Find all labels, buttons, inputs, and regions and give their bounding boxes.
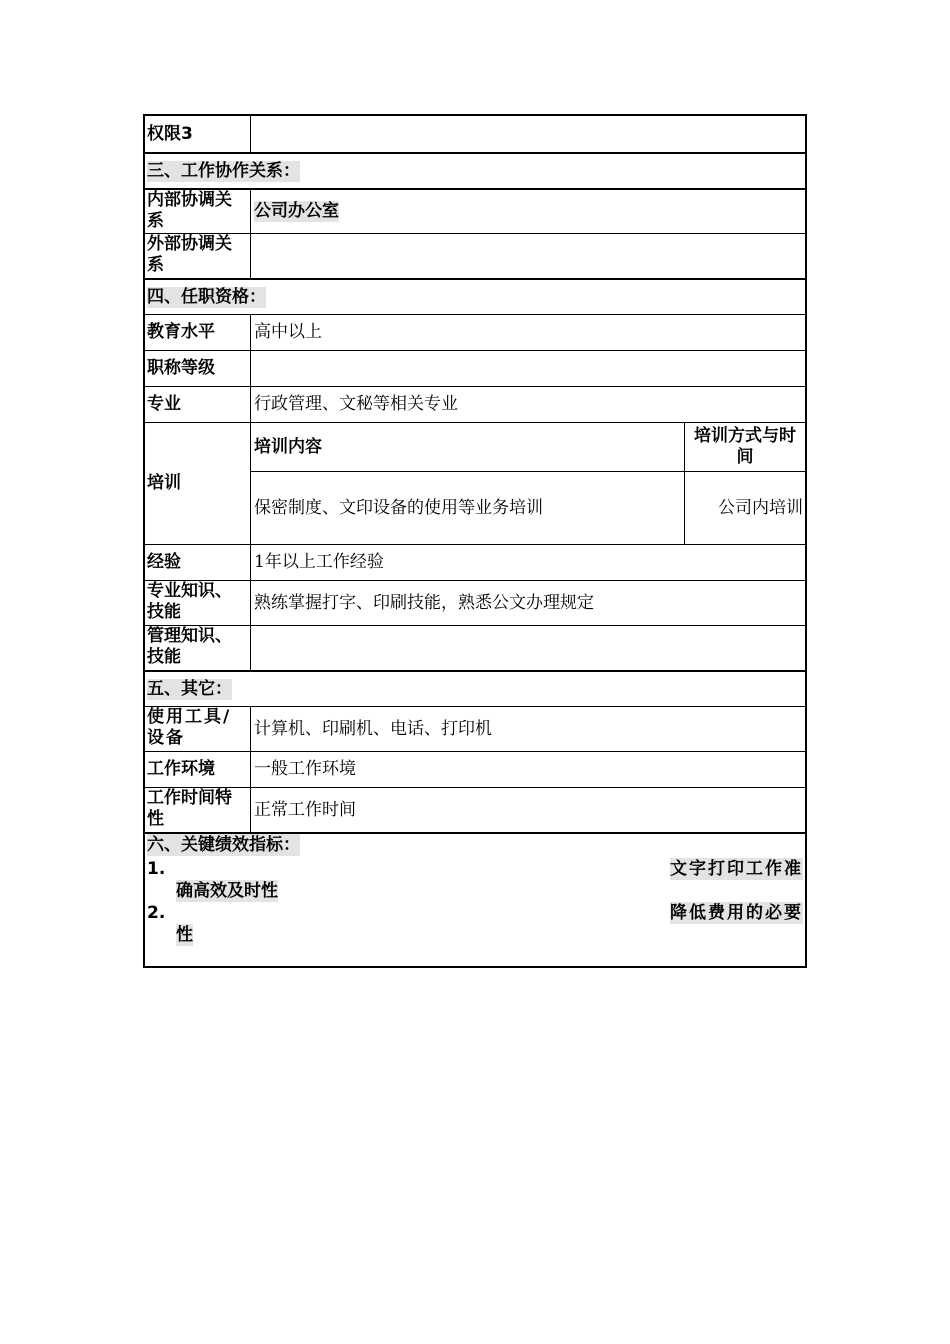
training-row xyxy=(145,422,805,544)
management-skills-row xyxy=(145,625,805,670)
professional-skills-value: 熟练掌握打字、印刷技能，熟悉公文办理规定 xyxy=(254,592,594,613)
experience-value: 1年以上工作经验 xyxy=(254,552,384,572)
environment-label: 工作环境 xyxy=(145,752,251,787)
education-value: 高中以上 xyxy=(254,322,322,342)
tools-label: 使用工具/设备 xyxy=(145,707,251,751)
authority-value xyxy=(251,116,805,152)
tools-value: 计算机、印刷机、电话、打印机 xyxy=(254,718,492,739)
education-row xyxy=(145,314,805,350)
training-header xyxy=(251,423,805,471)
environment-value: 一般工作环境 xyxy=(254,759,356,779)
external-coordination-row xyxy=(145,233,805,278)
section-5-header xyxy=(145,670,805,706)
management-skills-label: 管理知识、技能 xyxy=(145,626,251,670)
training-content-header: 培训内容 xyxy=(251,423,685,471)
kpi-1-number: 1. xyxy=(147,859,166,879)
experience-row xyxy=(145,544,805,580)
kpi-1-continuation: 确高效及时性 xyxy=(176,881,278,901)
training-body xyxy=(251,471,805,544)
internal-coordination-label: 内部协调关系 xyxy=(145,190,251,233)
kpi-2-continuation: 性 xyxy=(176,925,193,945)
work-time-row xyxy=(145,787,805,832)
major-value: 行政管理、文秘等相关专业 xyxy=(254,394,458,414)
training-content: 保密制度、文印设备的使用等业务培训 xyxy=(251,472,685,544)
training-label: 培训 xyxy=(145,423,251,544)
internal-coordination-value: 公司办公室 xyxy=(254,201,339,221)
environment-row xyxy=(145,751,805,787)
section-4-header xyxy=(145,278,805,314)
tools-row xyxy=(145,706,805,751)
training-method: 公司内培训 xyxy=(718,497,803,518)
kpi-2-text: 降低费用的必要 xyxy=(670,903,803,923)
work-time-label: 工作时间特性 xyxy=(145,788,251,832)
internal-coordination-row xyxy=(145,188,805,233)
title-level-row xyxy=(145,350,805,386)
section-3-header xyxy=(145,152,805,188)
major-row xyxy=(145,386,805,422)
work-time-value: 正常工作时间 xyxy=(254,799,356,820)
training-method-header: 培训方式与时间 xyxy=(694,426,796,467)
major-label: 专业 xyxy=(145,387,251,422)
section-4-title: 四、任职资格： xyxy=(147,286,266,307)
section-3-title: 三、工作协作关系： xyxy=(147,160,300,181)
authority-label: 权限3 xyxy=(145,116,251,152)
title-level-value xyxy=(251,351,805,386)
external-coordination-label: 外部协调关系 xyxy=(145,234,251,278)
title-level-label: 职称等级 xyxy=(145,351,251,386)
education-label: 教育水平 xyxy=(145,315,251,350)
section-6-title: 六、关键绩效指标： xyxy=(147,835,300,855)
kpi-section xyxy=(145,832,805,966)
experience-label: 经验 xyxy=(145,545,251,580)
professional-skills-row xyxy=(145,580,805,625)
kpi-2-number: 2. xyxy=(147,903,166,923)
management-skills-value xyxy=(251,626,805,670)
professional-skills-label: 专业知识、技能 xyxy=(145,581,251,625)
external-coordination-value xyxy=(251,234,805,278)
job-description-table xyxy=(143,114,807,968)
kpi-1-text: 文字打印工作准 xyxy=(670,859,803,879)
section-5-title: 五、其它： xyxy=(147,678,232,699)
authority-row xyxy=(145,116,805,152)
